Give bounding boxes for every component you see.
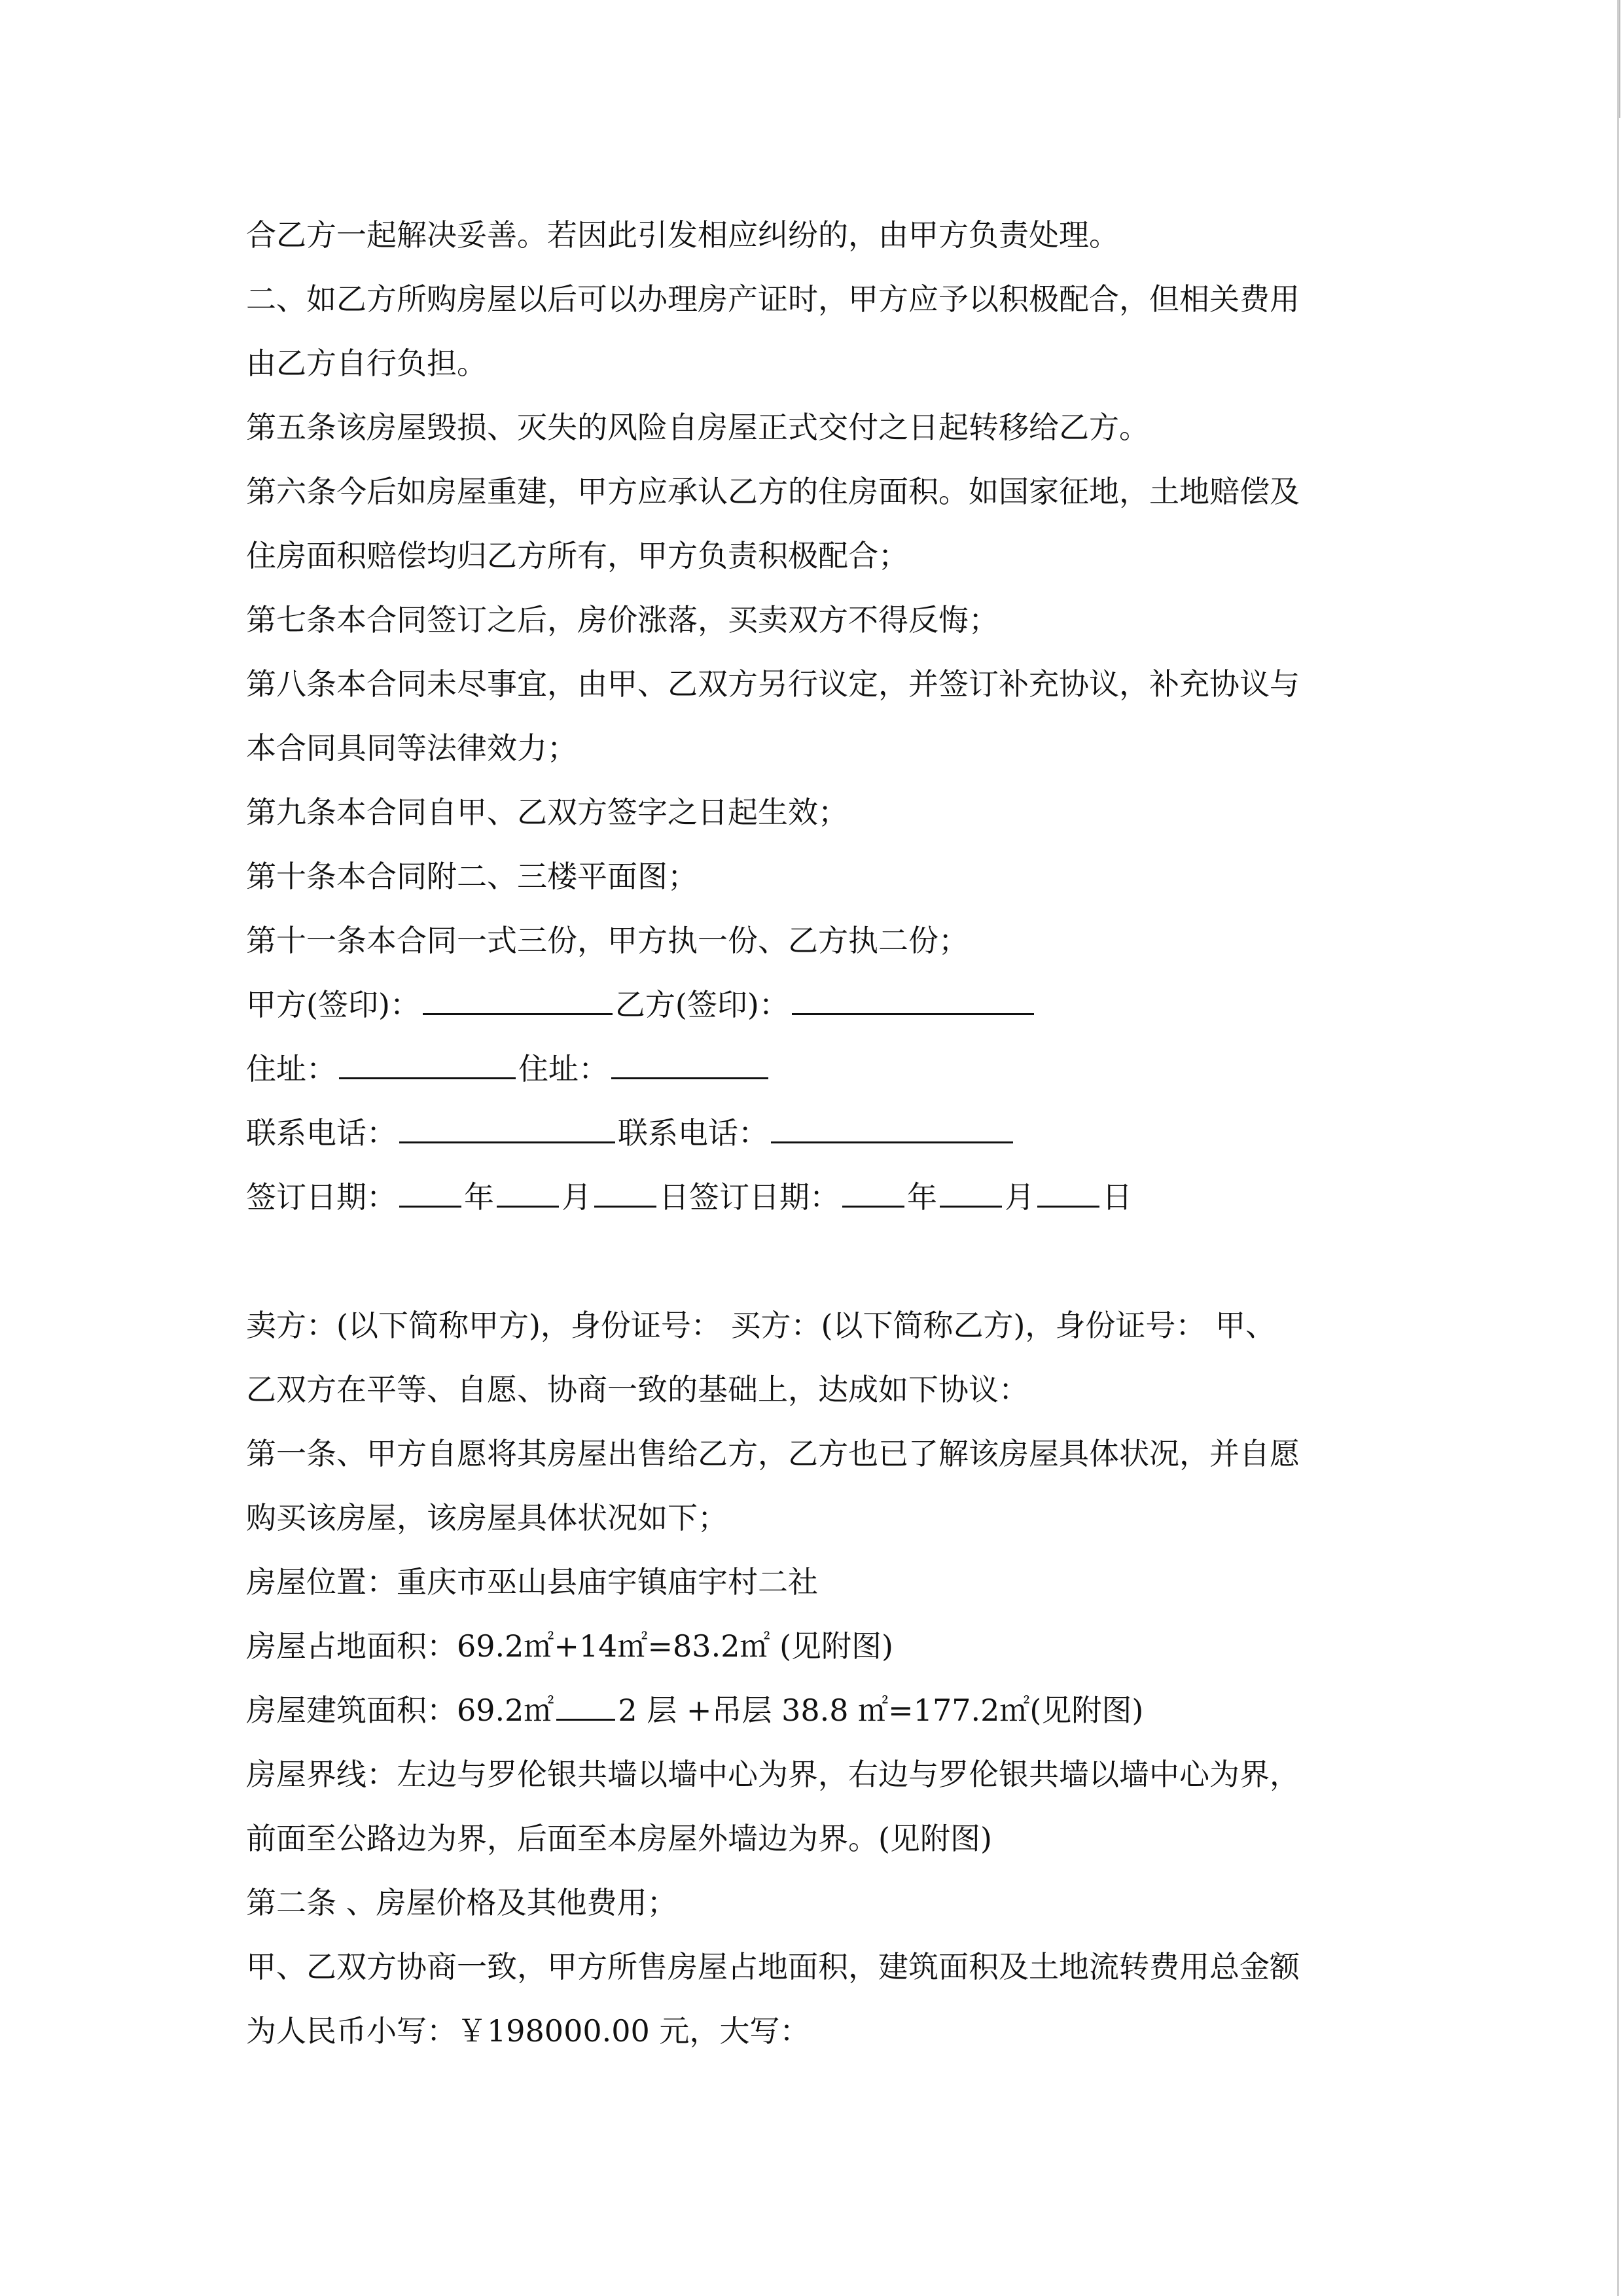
price-line: 为人民币小写：￥198000.00 元，大写：	[246, 2013, 810, 2049]
text-line: 二、如乙方所购房屋以后可以办理房产证时，甲方应予以积极配合，但相关费用	[246, 281, 1300, 317]
text-line: 甲、乙双方协商一致，甲方所售房屋占地面积，建筑面积及土地流转费用总金额	[246, 1949, 1300, 1984]
phone-a-label: 联系电话：	[246, 1115, 397, 1151]
address-a-label: 住址：	[246, 1051, 336, 1086]
text-line: 前面至公路边为界，后面至本房屋外墙边为界。(见附图)	[246, 1821, 992, 1856]
date-b-month-field[interactable]	[940, 1172, 1002, 1208]
address-b-field[interactable]	[611, 1043, 768, 1079]
parties-line: 卖方：(以下简称甲方)，身份证号： 买方：(以下简称乙方)，身份证号： 甲、	[246, 1308, 1276, 1343]
text-line: 合乙方一起解决妥善。若因此引发相应纠纷的，由甲方负责处理。	[246, 217, 1119, 253]
address-row	[246, 1037, 1398, 1101]
month-label: 月	[562, 1179, 592, 1215]
party-a-sign-label: 甲方(签印)：	[246, 987, 420, 1022]
party-b-sign-field[interactable]	[792, 979, 1034, 1015]
date-a-label: 签订日期：	[246, 1179, 397, 1215]
scan-edge-mark	[1619, 0, 1620, 118]
text-line: 乙双方在平等、自愿、协商一致的基础上，达成如下协议：	[246, 1372, 1029, 1407]
text-line: 购买该房屋，该房屋具体状况如下；	[246, 1500, 728, 1535]
party-b-sign-label: 乙方(签印)：	[615, 987, 789, 1022]
date-b-day-field[interactable]	[1037, 1172, 1099, 1208]
house-location: 房屋位置：重庆市巫山县庙宇镇庙宇村二社	[246, 1564, 818, 1600]
phone-b-label: 联系电话：	[618, 1115, 768, 1151]
date-b-year-field[interactable]	[842, 1172, 904, 1208]
date-a-year-field[interactable]	[399, 1172, 461, 1208]
article-8: 第八条本合同未尽事宜，由甲、乙双方另行议定，并签订补充协议，补充协议与	[246, 666, 1300, 702]
signature-row	[246, 973, 1398, 1037]
article-2: 第二条 、房屋价格及其他费用；	[246, 1885, 677, 1920]
date-row	[246, 1165, 1398, 1229]
article-5: 第五条该房屋毁损、灭失的风险自房屋正式交付之日起转移给乙方。	[246, 410, 1149, 445]
date-b-label: 日签订日期：	[659, 1179, 840, 1215]
address-a-field[interactable]	[339, 1043, 516, 1079]
contract-text	[246, 203, 1398, 2063]
article-9: 第九条本合同自甲、乙双方签字之日起生效；	[246, 795, 848, 830]
party-a-sign-field[interactable]	[423, 979, 613, 1015]
house-boundary: 房屋界线：左边与罗伦银共墙以墙中心为界，右边与罗伦银共墙以墙中心为界，	[246, 1757, 1300, 1792]
building-area-part1: 房屋建筑面积：69.2㎡	[246, 1693, 554, 1728]
article-7: 第七条本合同签订之后，房价涨落，买卖双方不得反悔；	[246, 602, 999, 637]
phone-a-field[interactable]	[399, 1107, 615, 1143]
house-building-area	[246, 1678, 1398, 1742]
date-a-day-field[interactable]	[594, 1172, 656, 1208]
article-1: 第一条、甲方自愿将其房屋出售给乙方，乙方也已了解该房屋具体状况，并自愿	[246, 1436, 1300, 1471]
day-label: 日	[1102, 1179, 1132, 1215]
text-line: 由乙方自行负担。	[246, 346, 487, 381]
section-gap	[246, 1229, 1398, 1293]
year-label: 年	[464, 1179, 494, 1215]
article-11: 第十一条本合同一式三份，甲方执一份、乙方执二份；	[246, 923, 969, 958]
address-b-label: 住址：	[518, 1051, 609, 1086]
scan-edge-line	[1617, 0, 1619, 2296]
year-label: 年	[907, 1179, 937, 1215]
building-area-part2: 2 层 +吊层 38.8 ㎡=177.2㎡(见附图)	[618, 1693, 1144, 1728]
date-a-month-field[interactable]	[497, 1172, 559, 1208]
text-line: 本合同具同等法律效力；	[246, 730, 577, 766]
floor-blank[interactable]	[556, 1685, 615, 1721]
house-land-area: 房屋占地面积：69.2㎡+14㎡=83.2㎡ (见附图)	[246, 1628, 893, 1664]
month-label: 月	[1005, 1179, 1035, 1215]
article-10: 第十条本合同附二、三楼平面图；	[246, 859, 698, 894]
text-line: 住房面积赔偿均归乙方所有，甲方负责积极配合；	[246, 538, 908, 573]
phone-row	[246, 1101, 1398, 1165]
phone-b-field[interactable]	[771, 1107, 1013, 1143]
article-6: 第六条今后如房屋重建，甲方应承认乙方的住房面积。如国家征地，土地赔偿及	[246, 474, 1300, 509]
